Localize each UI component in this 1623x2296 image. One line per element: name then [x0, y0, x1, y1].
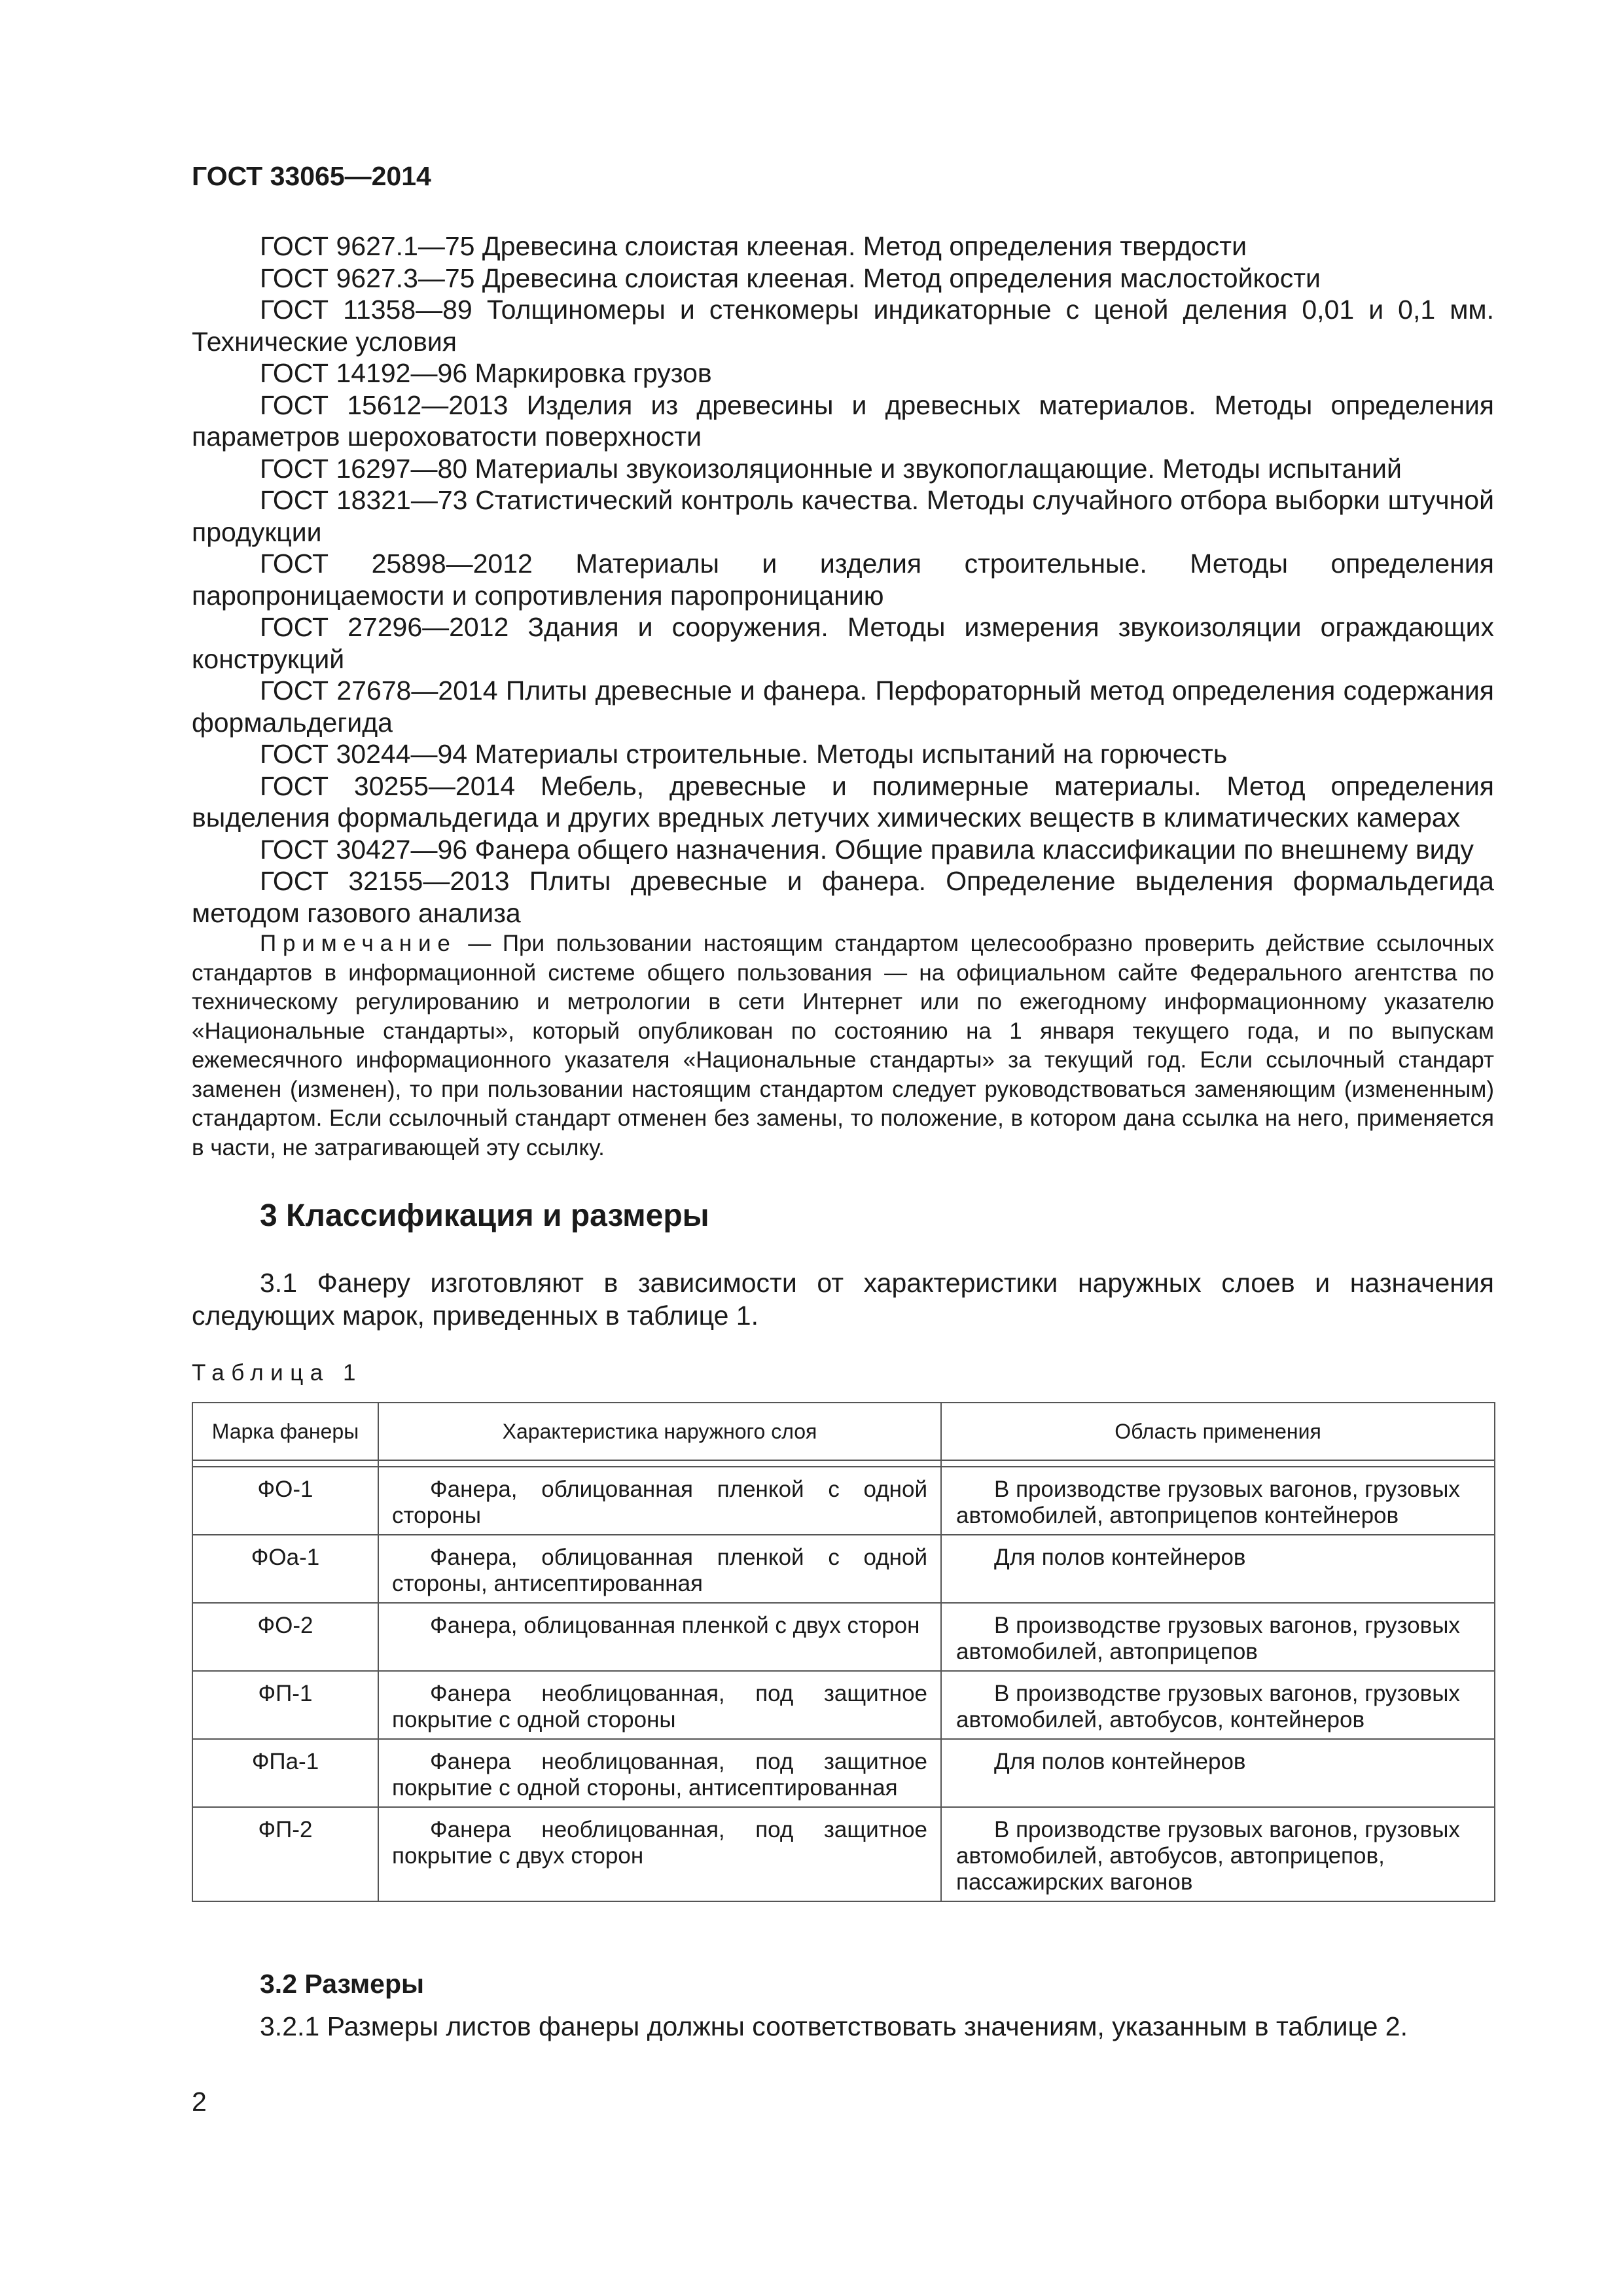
reference-title: Плиты древесные и фанера. Определение выделения формальдегида методом газового анализа — [192, 866, 1494, 928]
cell-application — [941, 1739, 1495, 1807]
column-header-application: Область применения — [941, 1403, 1495, 1460]
reference-code: ГОСТ 30244—94 — [260, 739, 468, 769]
cell-characteristic: Фанера, облицованная пленкой с одной стороны, антисептированная — [378, 1535, 941, 1603]
reference-code: ГОСТ 15612—2013 — [260, 389, 508, 420]
table-row — [192, 1535, 1495, 1603]
subsection-heading-3-2: 3.2 Размеры — [260, 1969, 425, 1999]
plywood-grades-table — [192, 1402, 1495, 1902]
reference-item — [192, 611, 1494, 675]
reference-title: Материалы и изделия строительные. Методы определения паропроницаемости и сопротивления паропроницанию — [192, 548, 1494, 611]
cell-application-text: Для полов контейнеров — [994, 1545, 1246, 1570]
reference-item — [192, 357, 1494, 389]
reference-item — [192, 389, 1494, 453]
note-text: — При пользовании настоящим стандартом целесообразно проверить действие ссылочных стандартов в информационной системе общего пользования — на официальном сайте Федерального агентства по техническому регулированию и метрологии в сети Интернет или по ежегодному информационному указателю «Национальные стандарты», который опубликован по состоянию на 1 января текущего года, и по выпускам ежемесячного информационного указателя «Национальные стандарты» за текущий год. Если ссылочный стандарт заменен (изменен), то при пользовании настоящим стандартом следует руководствоваться заменяющим (измененным) стандартом. Если ссылочный стандарт отменен без замены, то положение, в котором дана ссылка на него, применяется в части, не затрагивающей эту ссылку. — [192, 931, 1494, 1160]
cell-application-text: В производстве грузовых вагонов, грузовых автомобилей, автоприцепов — [956, 1613, 1460, 1664]
cell-application — [941, 1807, 1495, 1901]
table-row — [192, 1467, 1495, 1535]
reference-title: Толщиномеры и стенкомеры индикаторные с ценой деления 0,01 и 0,1 мм. Технические условия — [192, 295, 1495, 357]
reference-code: ГОСТ 16297—80 — [260, 453, 468, 484]
reference-title: Материалы строительные. Методы испытаний на горючесть — [474, 739, 1228, 769]
table-caption: Таблица 1 — [192, 1360, 363, 1386]
reference-code: ГОСТ 30427—96 — [260, 834, 468, 865]
reference-code: ГОСТ 30255—2014 — [260, 770, 516, 801]
reference-code: ГОСТ 9627.1—75 — [260, 231, 475, 261]
cell-application — [941, 1671, 1495, 1739]
cell-grade: ФП-2 — [192, 1807, 378, 1901]
reference-title: Древесина слоистая клееная. Метод определения маслостойкости — [482, 262, 1321, 293]
cell-characteristic: Фанера необлицованная, под защитное покрытие с двух сторон — [378, 1807, 941, 1901]
cell-application — [941, 1467, 1495, 1535]
table-row — [192, 1807, 1495, 1901]
reference-item — [192, 484, 1494, 548]
column-header-characteristic: Характеристика наружного слоя — [378, 1403, 941, 1460]
table-row — [192, 1603, 1495, 1671]
page-header-title: ГОСТ 33065—2014 — [192, 161, 431, 191]
reference-item — [192, 294, 1494, 357]
cell-grade: ФО-1 — [192, 1467, 378, 1535]
cell-application — [941, 1535, 1495, 1603]
cell-application-text: В производстве грузовых вагонов, грузовых автомобилей, автобусов, контейнеров — [956, 1681, 1460, 1732]
cell-application-text: В производстве грузовых вагонов, грузовых автомобилей, автоприцепов контейнеров — [956, 1477, 1460, 1528]
column-header-grade: Марка фанеры — [192, 1403, 378, 1460]
paragraph-3-2-1: 3.2.1 Размеры листов фанеры должны соответствовать значениям, указанным в таблице 2. — [260, 2011, 1408, 2041]
reference-item — [192, 675, 1494, 738]
reference-code: ГОСТ 14192—96 — [260, 358, 468, 388]
reference-item — [192, 262, 1494, 295]
reference-title: Маркировка грузов — [474, 358, 712, 388]
cell-characteristic: Фанера необлицованная, под защитное покрытие с одной стороны, антисептированная — [378, 1739, 941, 1807]
reference-title: Материалы звукоизоляционные и звукопоглащающие. Методы испытаний — [474, 453, 1402, 484]
reference-code: ГОСТ 18321—73 — [260, 485, 468, 515]
reference-item — [192, 770, 1494, 834]
reference-item — [192, 453, 1494, 485]
normative-references-list — [192, 230, 1494, 929]
reference-code: ГОСТ 9627.3—75 — [260, 262, 475, 293]
reference-code: ГОСТ 27678—2014 — [260, 675, 498, 706]
reference-item — [192, 548, 1494, 611]
table-row — [192, 1671, 1495, 1739]
cell-grade: ФПа-1 — [192, 1739, 378, 1807]
reference-title: Мебель, древесные и полимерные материалы. Метод определения выделения формальдегида и других вредных летучих химических веществ в климатических камерах — [192, 770, 1494, 833]
cell-grade: ФОа-1 — [192, 1535, 378, 1603]
reference-code: ГОСТ 32155—2013 — [260, 866, 510, 896]
cell-characteristic: Фанера, облицованная пленкой с одной стороны — [378, 1467, 941, 1535]
page-number: 2 — [192, 2087, 207, 2117]
reference-title: Древесина слоистая клееная. Метод определения твердости — [482, 231, 1247, 261]
note-label: Примечание — [260, 931, 457, 956]
reference-title: Плиты древесные и фанера. Перфораторный метод определения содержания формальдегида — [192, 675, 1494, 738]
reference-item — [192, 738, 1494, 770]
reference-code: ГОСТ 25898—2012 — [260, 548, 533, 579]
reference-title: Фанера общего назначения. Общие правила классификации по внешнему виду — [474, 834, 1474, 865]
reference-title: Статистический контроль качества. Методы случайного отбора выборки штучной продукции — [192, 485, 1494, 547]
table-row — [192, 1739, 1495, 1807]
table-header-row — [192, 1403, 1495, 1460]
reference-title: Здания и сооружения. Методы измерения звукоизоляции ограждающих конструкций — [192, 612, 1494, 674]
note-paragraph — [192, 929, 1494, 1162]
cell-application — [941, 1603, 1495, 1671]
reference-code: ГОСТ 11358—89 — [260, 295, 473, 325]
cell-application-text: В производстве грузовых вагонов, грузовых автомобилей, автобусов, автоприцепов, пассажирских вагонов — [956, 1817, 1460, 1895]
reference-code: ГОСТ 27296—2012 — [260, 612, 509, 642]
header-separator-row — [192, 1460, 1495, 1467]
cell-grade: ФП-1 — [192, 1671, 378, 1739]
reference-item — [192, 834, 1494, 866]
section-heading-3: 3 Классификация и размеры — [260, 1198, 709, 1233]
cell-characteristic: Фанера, облицованная пленкой с двух сторон — [378, 1603, 941, 1671]
reference-item — [192, 230, 1494, 262]
cell-grade: ФО-2 — [192, 1603, 378, 1671]
paragraph-3-1: 3.1 Фанеру изготовляют в зависимости от характеристики наружных слоев и назначения следующих марок, приведенных в таблице 1. — [192, 1268, 1494, 1331]
reference-item — [192, 865, 1494, 929]
cell-characteristic: Фанера необлицованная, под защитное покрытие с одной стороны — [378, 1671, 941, 1739]
cell-application-text: Для полов контейнеров — [994, 1749, 1246, 1774]
reference-title: Изделия из древесины и древесных материалов. Методы определения параметров шероховатости поверхности — [192, 389, 1494, 452]
